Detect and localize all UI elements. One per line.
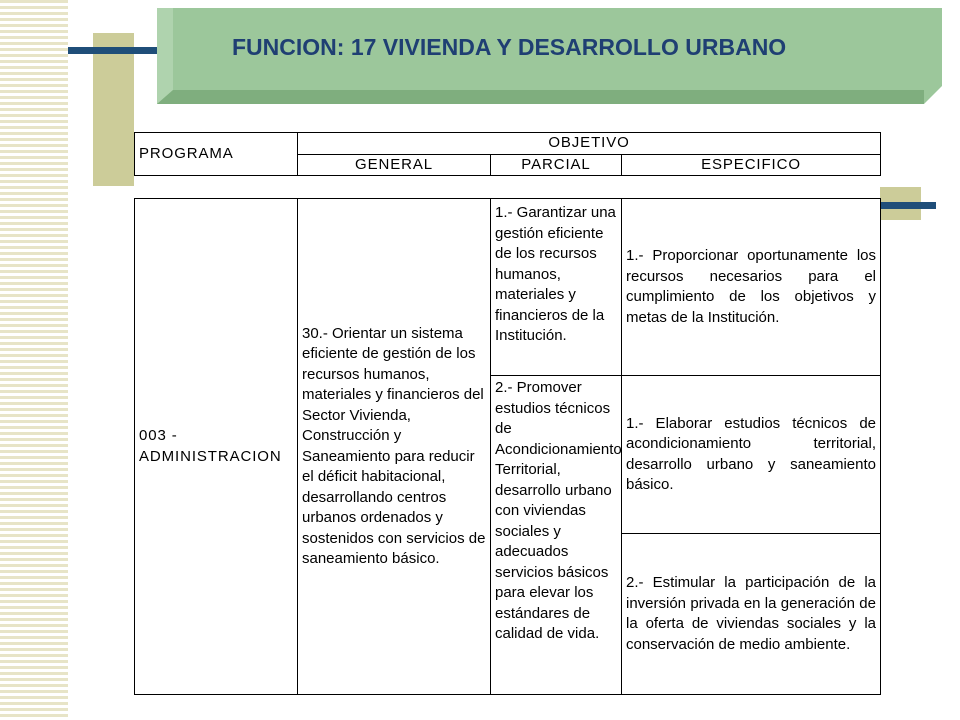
header-general: GENERAL xyxy=(298,154,491,176)
decorative-stripes xyxy=(0,0,68,720)
header-objetivo: OBJETIVO xyxy=(298,133,881,155)
header-programa: PROGRAMA xyxy=(135,133,298,176)
body-table xyxy=(134,198,881,695)
header-table xyxy=(134,132,881,176)
header-parcial: PARCIAL xyxy=(491,154,622,176)
especifico-cell-3: 2.- Estimular la participación de la inversión privada en la generación de la oferta de viviendas sociales y la conservación de medio ambiente. xyxy=(622,534,881,695)
parcial-cell-1: 1.- Garantizar una gestión eficiente de los recursos humanos, materiales y financieros de la Institución. xyxy=(491,199,622,376)
header-especifico: ESPECIFICO xyxy=(622,154,881,176)
navy-bar-top xyxy=(68,47,163,54)
especifico-cell-2: 1.- Elaborar estudios técnicos de acondicionamiento territorial, desarrollo urbano y saneamiento básico. xyxy=(622,376,881,534)
parcial-cell-2: 2.- Promover estudios técnicos de Acondicionamiento Territorial, desarrollo urbano con viviendas sociales y adecuados servicios básicos para elevar los estándares de calidad de vida. xyxy=(491,376,622,695)
general-cell: 30.- Orientar un sistema eficiente de gestión de los recursos humanos, materiales y financieros del Sector Vivienda, Construcción y Saneamiento para reducir el déficit habitacional, desarrollando centros urbanos ordenados y sostenidos con servicios de saneamiento básico. xyxy=(298,199,491,695)
navy-bar-right xyxy=(880,202,936,209)
especifico-cell-1: 1.- Proporcionar oportunamente los recursos necesarios para el cumplimiento de los objetivos y metas de la Institución. xyxy=(622,199,881,376)
olive-block-top xyxy=(93,33,134,186)
programa-cell: 003 - ADMINISTRACION xyxy=(135,199,298,695)
page-title: FUNCION: 17 VIVIENDA Y DESARROLLO URBANO xyxy=(232,34,787,60)
